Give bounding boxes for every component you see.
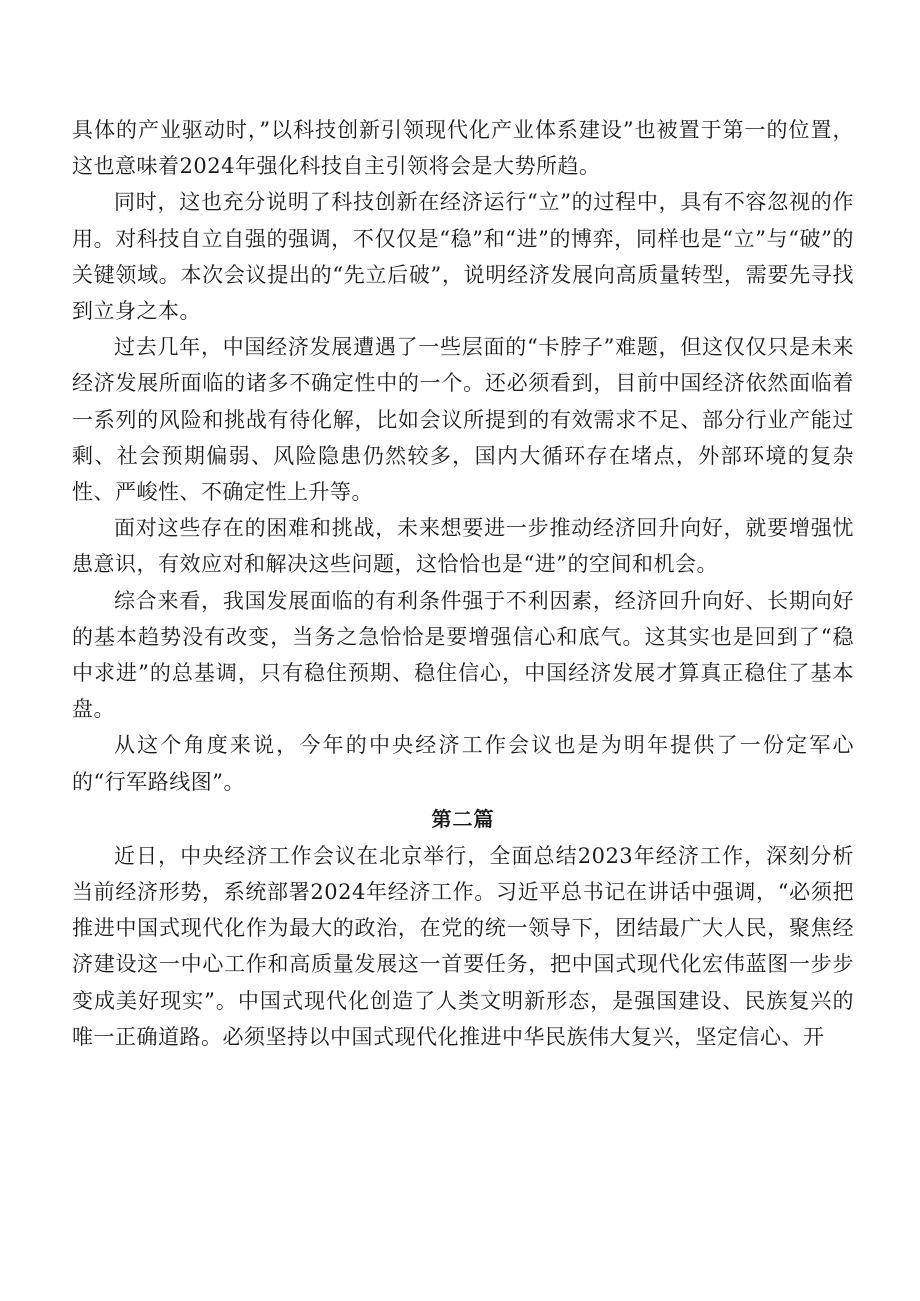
section-heading: 第二篇 xyxy=(431,806,495,831)
document-page xyxy=(72,112,854,1055)
paragraph-6: 从这个角度来说，今年的中央经济工作会议也是为明年提供了一份定军心的“行军路线图”。 xyxy=(72,733,854,794)
paragraph-1: 具体的产业驱动时，”以科技创新引领现代化产业体系建设”也被置于第一的位置，这也意味着2024年强化科技自主引领将会是大势所趋。 xyxy=(72,118,854,179)
paragraph-3: 过去几年，中国经济发展遭遇了一些层面的“卡脖子”难题，但这仅仅只是未来经济发展所面临的诸多不确定性中的一个。还必须看到，目前中国经济依然面临着一系列的风险和挑战有待化解，比如会议所提到的有效需求不足、部分行业产能过剩、社会预期偏弱、风险隐患仍然较多，国内大循环存在堵点，外部环境的复杂性、严峻性、不确定性上升等。 xyxy=(72,335,854,505)
paragraph-7: 近日，中央经济工作会议在北京举行，全面总结2023年经济工作，深刻分析当前经济形势，系统部署2024年经济工作。习近平总书记在讲话中强调，“必须把推进中国式现代化作为最大的政治，在党的统一领导下，团结最广大人民，聚焦经济建设这一中心工作和高质量发展这一首要任务，把中国式现代化宏伟蓝图一步步变成美好现实”。中国式现代化创造了人类文明新形态，是强国建设、民族复兴的唯一正确道路。必须坚持以中国式现代化推进中华民族伟大复兴，坚定信心、开 xyxy=(72,843,854,1049)
paragraph-5: 综合来看，我国发展面临的有利条件强于不利因素，经济回升向好、长期向好的基本趋势没有改变，当务之急恰恰是要增强信心和底气。这其实也是回到了“稳中求进”的总基调，只有稳住预期、稳住信心，中国经济发展才算真正稳住了基本盘。 xyxy=(72,588,854,722)
paragraph-2: 同时，这也充分说明了科技创新在经济运行“立”的过程中，具有不容忽视的作用。对科技自立自强的强调，不仅仅是“稳”和“进”的博弈，同样也是“立”与“破”的关键领域。本次会议提出的“先立后破”，说明经济发展向高质量转型，需要先寻找到立身之本。 xyxy=(72,190,854,324)
paragraph-4: 面对这些存在的困难和挑战，未来想要进一步推动经济回升向好，就要增强忧患意识，有效应对和解决这些问题，这恰恰也是“进”的空间和机会。 xyxy=(72,516,854,577)
